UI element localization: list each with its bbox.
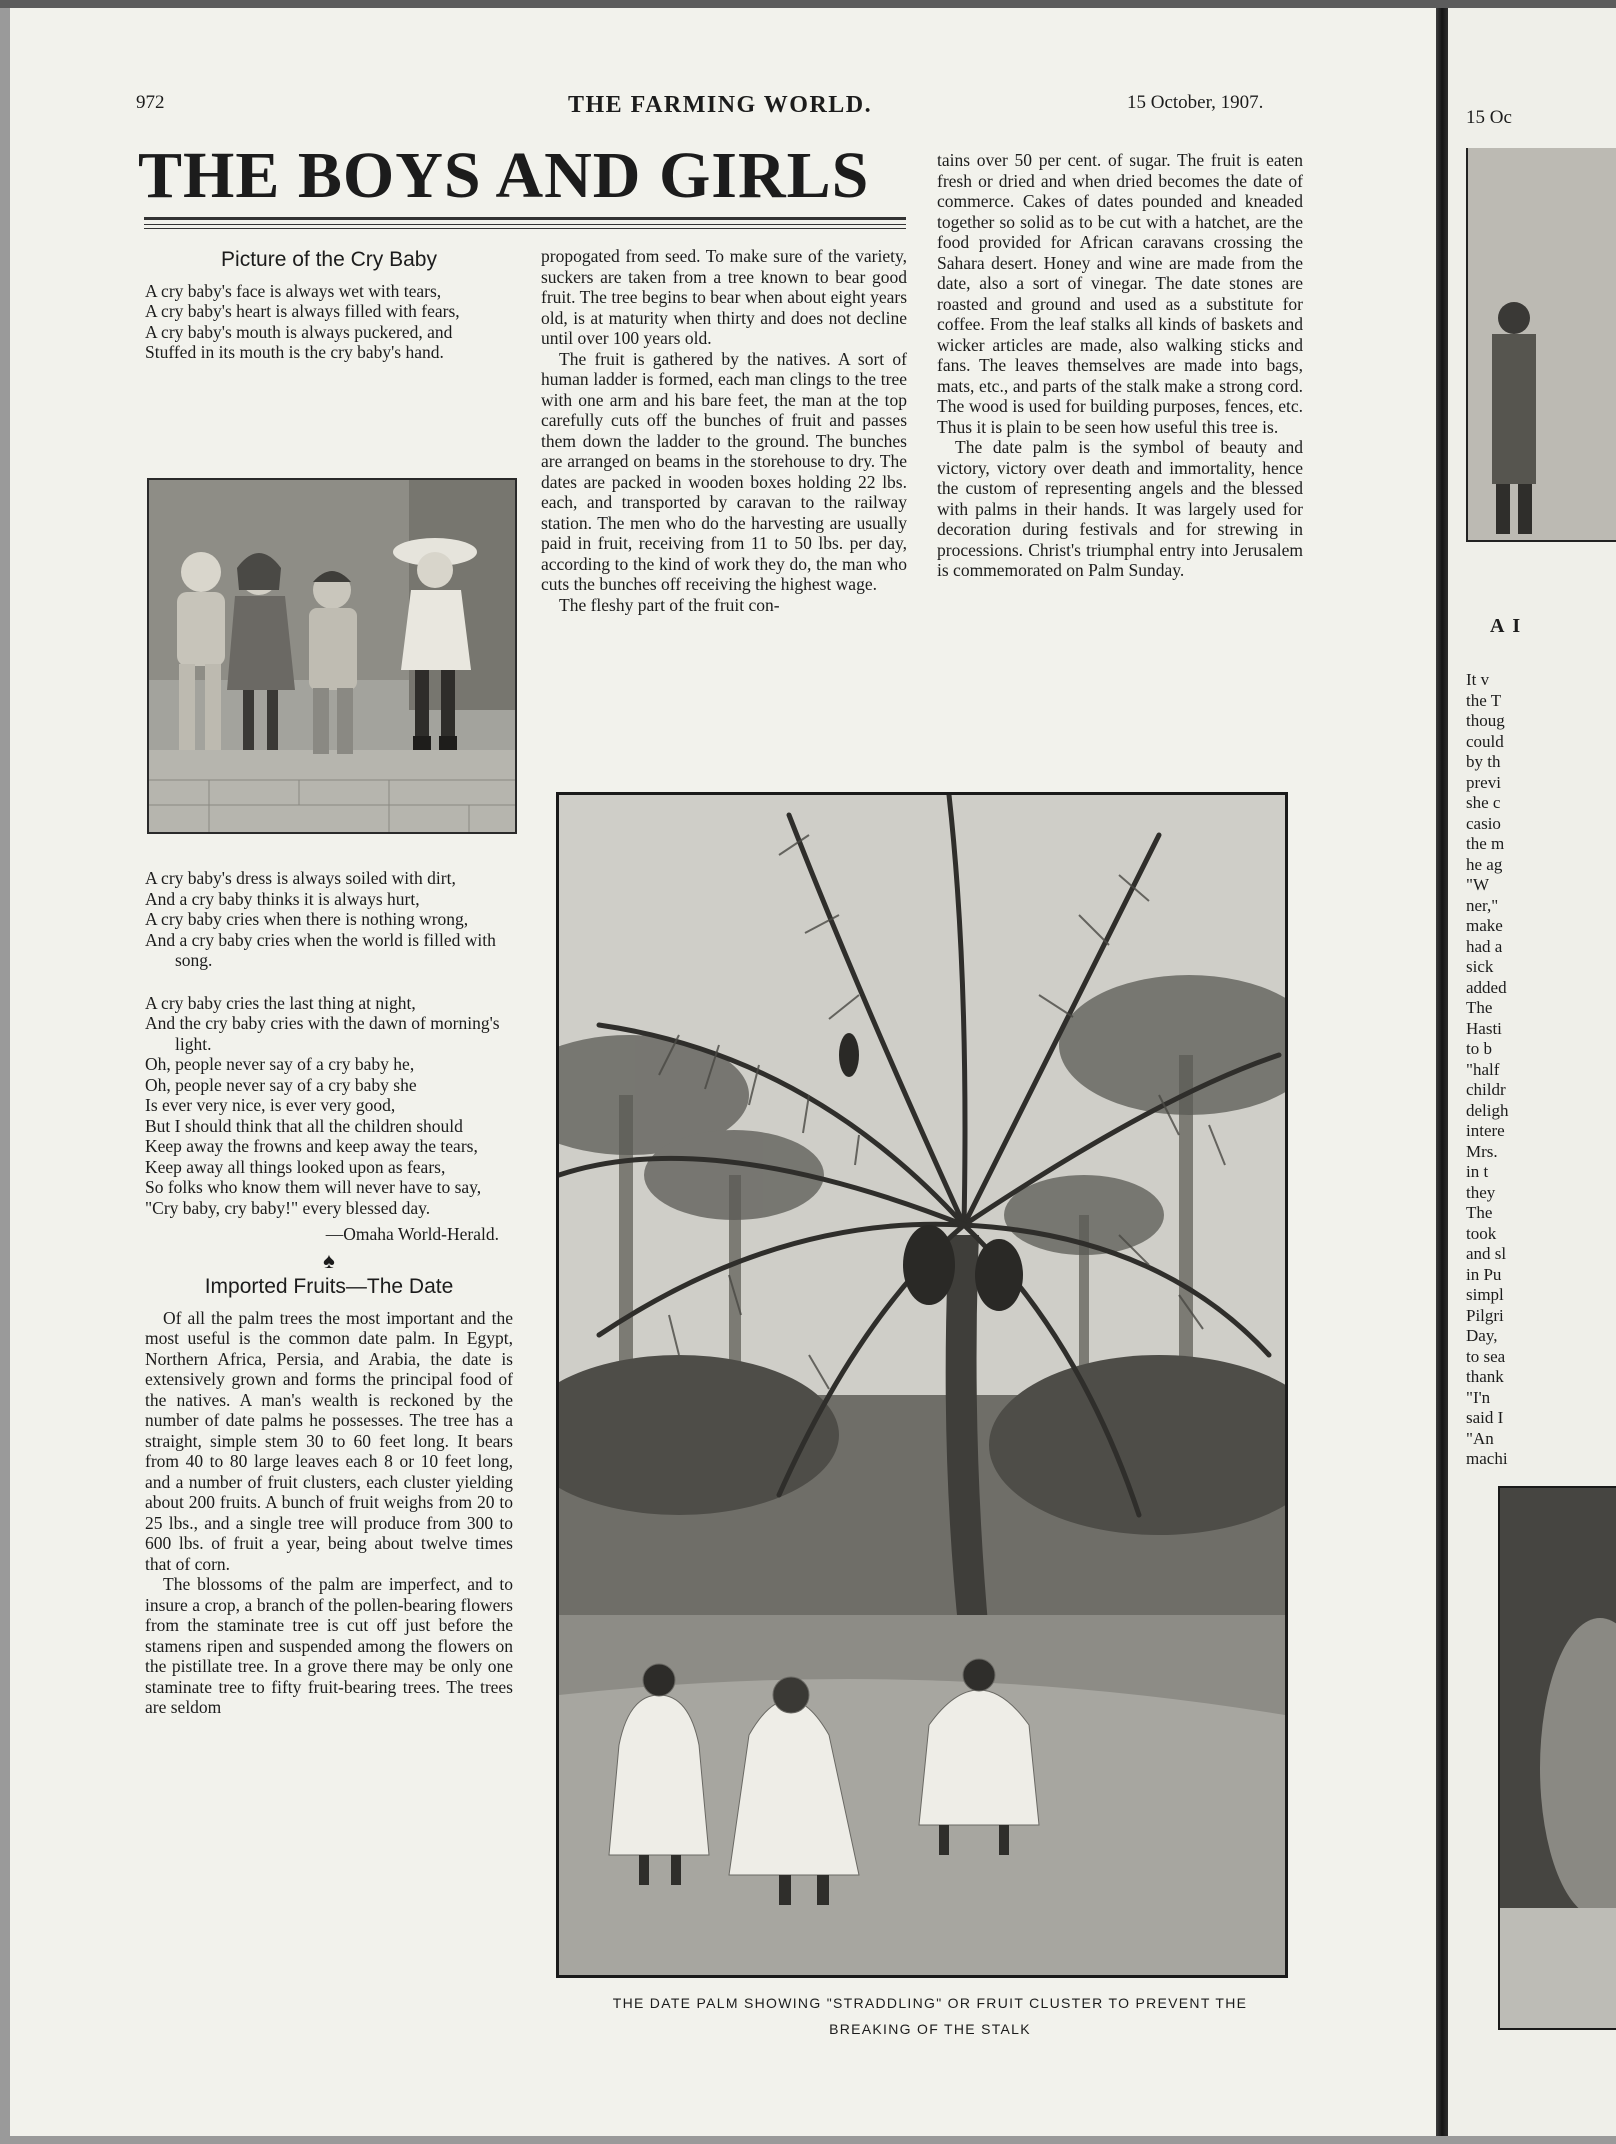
next-page-line: The xyxy=(1466,1203,1493,1222)
poem-line: A cry baby's mouth is always puckered, and xyxy=(145,321,453,342)
book-gutter xyxy=(1436,8,1448,2136)
poem-line: And a cry baby thinks it is always hurt, xyxy=(145,888,420,909)
next-page-heading: A I xyxy=(1490,615,1523,637)
next-page-line: deligh xyxy=(1466,1100,1509,1120)
poem-line: A cry baby's heart is always filled with fears, xyxy=(145,301,460,321)
poem-line: Is ever very nice, is ever very good, xyxy=(145,1095,396,1115)
article-paragraph: propogated from seed. To make sure of the variety, suckers are taken from a tree known to bear good fruit. The tree begins to bear when about eight years old, is at maturity when thirty and does not decline until over 100 years old. xyxy=(541,246,907,348)
next-page-line: thank xyxy=(1466,1367,1504,1386)
next-page-line: could xyxy=(1466,731,1504,751)
poem-line: A cry baby's dress is always soiled with dirt, xyxy=(145,868,456,888)
next-page-line: It v xyxy=(1466,670,1490,689)
next-page-line: "half xyxy=(1466,1059,1500,1079)
children-photo xyxy=(147,478,517,834)
article-paragraph: Of all the palm trees the most important and the most useful is the common date palm. In Egypt, Northern Africa, Persia, and Arabia, the date is extensively grown and forms the principal food of the natives. A man's wealth is reckoned by the number of date palms he possesses. The tree has a straight, simple stem 30 to 60 feet long. It bears from 40 to 80 large leaves each 8 or 10 feet long, and a number of fruit clusters, each cluster yielding about 200 fruits. A bunch of fruit weighs from 20 to 25 lbs., and a single tree will produce from 300 to 600 lbs. of fruit a year, being about twelve times that of corn. xyxy=(145,1307,513,1574)
article-paragraph: The date palm is the symbol of beauty and victory, victory over death and immortality, hence the custom of representing angels and the blessed with palms in their hands. It was largely used for decoration during festivals and for strewing in processions. Christ's triumphal entry into Jerusalem is commemorated on Palm Sunday. xyxy=(937,437,1303,580)
poem-line: Oh, people never say of a cry baby he, xyxy=(145,1054,415,1074)
next-page-line: Pilgri xyxy=(1466,1305,1504,1325)
next-page-line: casio xyxy=(1466,813,1501,833)
next-page-edge xyxy=(1448,8,1616,2136)
poem-top xyxy=(145,250,513,363)
next-page-line: she c xyxy=(1466,793,1501,812)
poem-line: Stuffed in its mouth is the cry baby's hand. xyxy=(145,342,444,362)
next-page-line: previ xyxy=(1466,772,1501,792)
top-frame-bar xyxy=(0,0,1616,8)
next-page-line: "W xyxy=(1466,875,1489,894)
next-page-line: "I'n xyxy=(1466,1387,1491,1407)
next-page-line: in t xyxy=(1466,1162,1489,1181)
photo-caption xyxy=(560,1990,1300,2042)
next-page-line: childr xyxy=(1466,1080,1506,1099)
next-page-line: took xyxy=(1466,1223,1497,1243)
article-heading: Imported Fruits—The Date xyxy=(204,1275,454,1298)
poem-line: And a cry baby cries when the world is filled with song. xyxy=(145,929,496,970)
date-palm-image xyxy=(559,795,1285,1975)
next-page-line: to sea xyxy=(1466,1346,1506,1366)
next-page-header: 15 Oc xyxy=(1466,107,1512,128)
title-rule xyxy=(144,217,906,220)
title-rule-thin-2 xyxy=(144,228,906,229)
next-page-lower-photo-image xyxy=(1500,1488,1616,2028)
poem-line: So folks who know them will never have to say, xyxy=(145,1177,482,1197)
next-page-line: ner," xyxy=(1466,895,1499,915)
issue-date: 15 October, 1907. xyxy=(1127,92,1264,113)
poem-line: "Cry baby, cry baby!" every blessed day. xyxy=(145,1197,431,1218)
poem-line: A cry baby cries when there is nothing wrong, xyxy=(145,909,469,929)
section-title: THE BOYS AND GIRLS xyxy=(138,139,870,212)
article-column-2 xyxy=(541,246,907,615)
next-page-line: "An xyxy=(1466,1428,1494,1448)
date-palm-photo xyxy=(556,792,1288,1978)
next-page-line: the m xyxy=(1466,834,1505,853)
children-photo-image xyxy=(149,480,515,832)
caption-line-2: BREAKING OF THE STALK xyxy=(829,2021,1031,2037)
poem-heading: Picture of the Cry Baby xyxy=(221,248,437,271)
caption-line-1: THE DATE PALM SHOWING "STRADDLING" OR FRUIT CLUSTER TO PREVENT THE xyxy=(612,1995,1248,2011)
poem-stanza-1 xyxy=(145,281,513,363)
next-page-line: said I xyxy=(1466,1408,1504,1427)
next-page-photo xyxy=(1466,148,1616,542)
next-page-line: added xyxy=(1466,977,1507,997)
article-paragraph: The fleshy part of the fruit con- xyxy=(559,594,780,615)
poem-continued xyxy=(145,868,513,1718)
poem-line: A cry baby cries the last thing at night, xyxy=(145,992,416,1013)
next-page-line: had a xyxy=(1466,936,1503,956)
poem-line: Oh, people never say of a cry baby she xyxy=(145,1074,417,1095)
article-paragraph: tains over 50 per cent. of sugar. The fruit is eaten fresh or dried and when dried becomes the date of commerce. Cakes of dates pounded and kneaded together so solid as to be cut with a hatchet, are the food provided for African caravans crossing the Sahara desert. Honey and wine are made from the date, also a sort of vinegar. The date stones are roasted and ground and used as a substitute for coffee. From the leaf stalks all kinds of baskets and wicker articles are made, also walking sticks and fans. The leaves themselves are made into bags, mats, etc., and parts of the stalk make a strong cord. The wood is used for building purposes, fences, etc. Thus it is plain to be seen how useful this tree is. xyxy=(937,150,1303,437)
next-page-line: Mrs. xyxy=(1466,1141,1498,1161)
poem-line: And the cry baby cries with the dawn of morning's light. xyxy=(145,1013,500,1054)
next-page-line: Day, xyxy=(1466,1326,1498,1345)
article-paragraph: The blossoms of the palm are imperfect, and to insure a crop, a branch of the pollen-bearing flowers from the staminate tree is cut off just before the stamens ripen and suspended among the flowers on the pistillate tree. In a grove there may be only one staminate tree to fifty fruit-bearing trees. The trees are seldom xyxy=(145,1574,513,1717)
next-page-line: machi xyxy=(1466,1449,1508,1468)
next-page-line: they xyxy=(1466,1182,1496,1202)
next-page-line: in Pu xyxy=(1466,1264,1502,1284)
next-page-line: Hasti xyxy=(1466,1018,1502,1038)
poem-stanza-3 xyxy=(145,993,513,1219)
page-number: 972 xyxy=(136,92,165,113)
publication-name: THE FARMING WORLD. xyxy=(568,92,873,118)
next-page-lower-photo xyxy=(1498,1486,1616,2030)
next-page-text-column xyxy=(1466,670,1509,1470)
next-page-line: intere xyxy=(1466,1121,1505,1140)
stanza-gap xyxy=(145,971,513,993)
poem-line: Keep away the frowns and keep away the tears, xyxy=(145,1136,478,1156)
next-page-line: to b xyxy=(1466,1039,1492,1058)
poem-line: Keep away all things looked upon as fears, xyxy=(145,1156,446,1177)
article-paragraph: The fruit is gathered by the natives. A sort of human ladder is formed, each man clings to the tree with one arm and his bare feet, the man at the top carefully cuts off the bunches of fruit and passes them down the ladder to the ground. The bunches are arranged on beams in the storehouse to dry. The dates are packed in wooden boxes holding 22 lbs. each, and transported by caravan to the railway station. The men who do the harvesting are usually paid in fruit, receiving from 11 to 50 lbs. per day, according to the kind of work they do, the man who cuts the bunches off receiving the highest wage. xyxy=(541,348,907,594)
poem-stanza-2 xyxy=(145,868,513,971)
next-page-line: simpl xyxy=(1466,1285,1504,1304)
next-page-line: he ag xyxy=(1466,854,1503,874)
next-page-photo-image xyxy=(1468,148,1616,540)
next-page-line: The xyxy=(1466,998,1493,1017)
next-page-line: the T xyxy=(1466,690,1502,710)
next-page-line: by th xyxy=(1466,752,1501,771)
next-page-line: sick xyxy=(1466,957,1494,976)
spade-ornament-icon: ♠ xyxy=(323,1247,335,1273)
next-page-line: make xyxy=(1466,916,1503,935)
poem-line: But I should think that all the children should xyxy=(145,1115,463,1136)
poem-line: A cry baby's face is always wet with tears, xyxy=(145,280,442,301)
title-rule-thin xyxy=(144,224,906,225)
article-column-3 xyxy=(937,150,1303,581)
poem-attribution: —Omaha World-Herald. xyxy=(325,1224,499,1244)
next-page-line: thoug xyxy=(1466,711,1505,730)
next-page-line: and sl xyxy=(1466,1244,1507,1263)
